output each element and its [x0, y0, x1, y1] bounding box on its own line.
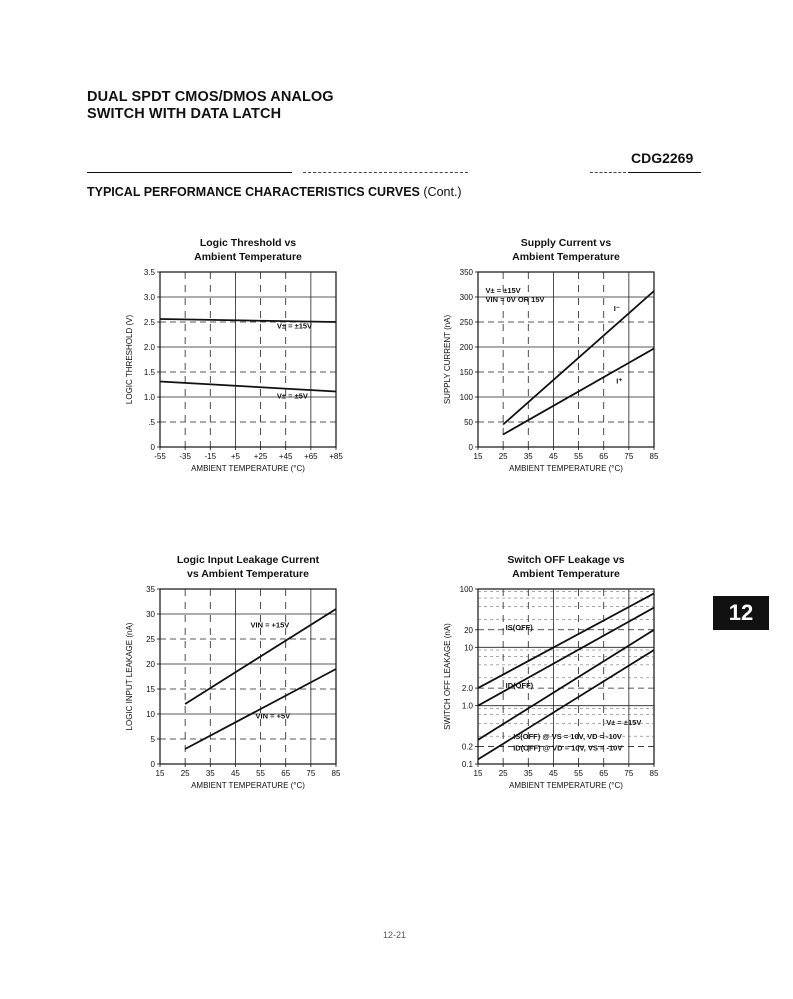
- x-tick-label: 55: [574, 769, 584, 778]
- chart-switch-off-leakage: [428, 547, 678, 797]
- annotation: VIN = +5V: [255, 711, 291, 721]
- x-tick-label: 45: [548, 769, 558, 778]
- header-rule-dashed: [303, 172, 468, 173]
- x-tick-label: -35: [179, 452, 191, 461]
- y-tick-label: 100: [459, 585, 473, 594]
- annotation: I⁻: [613, 304, 620, 313]
- y-tick-label: 20: [146, 660, 155, 669]
- x-tick-label: 85: [331, 769, 341, 778]
- annotation: IS(OFF): [505, 622, 533, 632]
- y-tick-label: .5: [148, 418, 155, 427]
- annotation: V± = ±15V: [276, 321, 313, 331]
- y-tick-label: 1.0: [143, 393, 155, 402]
- x-tick-label: +25: [253, 452, 268, 461]
- y-tick-label: 10: [464, 643, 473, 653]
- annotation: ID(OFF) @ VD = 10V, VS = -10V: [513, 743, 623, 753]
- x-tick-label: -15: [204, 452, 217, 461]
- y-tick-label: 0: [150, 443, 155, 452]
- y-tick-label: 2.0: [461, 684, 473, 694]
- section-heading: [87, 185, 462, 199]
- chart-title-line: Ambient Temperature: [512, 251, 620, 263]
- annotation: I⁺: [616, 376, 623, 386]
- y-tick-label: 50: [464, 418, 473, 427]
- y-tick-label: 3.5: [143, 268, 155, 277]
- y-tick-label: 25: [146, 635, 155, 644]
- x-tick-label: 65: [281, 769, 291, 778]
- x-tick-label: 15: [473, 452, 483, 461]
- y-tick-label: 150: [459, 368, 473, 377]
- title-line-1: DUAL SPDT CMOS/DMOS ANALOG: [87, 89, 334, 105]
- page-number: 12-21: [383, 930, 407, 940]
- y-tick-label: 20: [464, 625, 473, 635]
- series-line: [160, 382, 336, 392]
- y-axis-label: SUPPLY CURRENT (nA): [443, 314, 452, 405]
- plot-frame: [160, 589, 336, 764]
- annotation: ID(OFF): [505, 681, 534, 691]
- chart-supply-current: [428, 230, 678, 480]
- x-tick-label: 85: [649, 769, 659, 778]
- x-tick-label: 75: [306, 769, 316, 778]
- section-suffix: (Cont.): [423, 185, 462, 199]
- y-tick-label: 250: [459, 318, 473, 327]
- chart-title-line: Ambient Temperature: [194, 251, 302, 263]
- annotation: V± = ±5V: [276, 391, 308, 401]
- x-tick-label: -55: [154, 452, 166, 461]
- x-axis-label: AMBIENT TEMPERATURE (°C): [509, 464, 623, 473]
- annotation: V± = ±15V: [606, 717, 642, 727]
- x-tick-label: +45: [278, 452, 293, 461]
- header-rule-dashed-right: [590, 172, 626, 173]
- y-tick-label: 1.5: [143, 368, 155, 377]
- y-tick-label: 3.0: [143, 293, 155, 302]
- y-tick-label: 30: [146, 610, 155, 619]
- y-axis-label: LOGIC THRESHOLD (V): [125, 314, 134, 405]
- chart-title-line: Switch OFF Leakage vs: [507, 554, 625, 566]
- x-tick-label: 65: [599, 452, 609, 461]
- series-line: [478, 608, 654, 706]
- x-tick-label: 15: [155, 769, 165, 778]
- annotation: V± = ±15V: [485, 286, 521, 295]
- x-tick-label: 65: [599, 769, 609, 778]
- x-tick-label: 55: [256, 769, 266, 778]
- x-tick-label: 35: [523, 769, 533, 778]
- x-tick-label: 55: [574, 452, 584, 461]
- x-tick-label: 15: [473, 769, 483, 778]
- y-axis-label: SWITCH OFF LEAKAGE (nA): [443, 623, 452, 730]
- y-tick-label: 200: [459, 343, 473, 352]
- chart-title-line: Logic Input Leakage Current: [176, 554, 320, 566]
- chart-title-line: Logic Threshold vs: [199, 237, 297, 249]
- title-line-2: SWITCH WITH DATA LATCH: [87, 106, 282, 122]
- header-rule: [87, 172, 292, 173]
- x-tick-label: 25: [498, 452, 508, 461]
- x-tick-label: 35: [205, 769, 215, 778]
- y-tick-label: 0: [150, 760, 155, 769]
- x-tick-label: 75: [624, 769, 634, 778]
- chart-title-line: Ambient Temperature: [512, 568, 620, 580]
- x-tick-label: 35: [523, 452, 533, 461]
- x-tick-label: +85: [329, 452, 343, 461]
- section-title: TYPICAL PERFORMANCE CHARACTERISTICS CURVES: [87, 185, 420, 199]
- chart-logic-threshold: [110, 230, 360, 480]
- y-tick-label: 2.0: [143, 343, 155, 352]
- x-tick-label: +65: [304, 452, 318, 461]
- x-axis-label: AMBIENT TEMPERATURE (°C): [509, 781, 623, 790]
- y-tick-label: 300: [459, 293, 473, 302]
- y-tick-label: 0.2: [461, 742, 473, 752]
- y-tick-label: 10: [146, 710, 155, 719]
- y-tick-label: 5: [150, 735, 155, 744]
- chart-logic-input-leakage: [110, 547, 360, 797]
- section-tab: 12: [713, 596, 769, 630]
- document-title: [87, 89, 334, 123]
- annotation: VIN = +15V: [250, 620, 290, 630]
- y-tick-label: 15: [146, 685, 155, 694]
- x-tick-label: 45: [230, 769, 240, 778]
- y-tick-label: 1.0: [461, 701, 473, 711]
- x-tick-label: 25: [498, 769, 508, 778]
- x-tick-label: 45: [548, 452, 558, 461]
- y-tick-label: 0.1: [461, 760, 473, 769]
- annotation: IS(OFF) @ VS = 10V, VD = -10V: [513, 731, 622, 741]
- series-line: [478, 593, 654, 691]
- y-axis-label: LOGIC INPUT LEAKAGE (nA): [125, 622, 134, 731]
- chart-title-line: vs Ambient Temperature: [187, 568, 309, 580]
- chart-title-line: Supply Current vs: [520, 237, 612, 249]
- plot-frame: [160, 272, 336, 447]
- y-tick-label: 2.5: [143, 318, 155, 327]
- x-tick-label: +5: [230, 452, 240, 461]
- header-rule-right: [628, 172, 701, 173]
- part-number: CDG2269: [631, 150, 694, 166]
- y-tick-label: 100: [459, 393, 473, 402]
- x-axis-label: AMBIENT TEMPERATURE (°C): [191, 464, 305, 473]
- y-tick-label: 0: [468, 443, 473, 452]
- y-tick-label: 350: [459, 268, 473, 277]
- x-tick-label: 75: [624, 452, 634, 461]
- x-tick-label: 25: [180, 769, 190, 778]
- annotation: VIN = 0V OR 15V: [485, 295, 545, 304]
- x-axis-label: AMBIENT TEMPERATURE (°C): [191, 781, 305, 790]
- x-tick-label: 85: [649, 452, 659, 461]
- y-tick-label: 35: [146, 585, 155, 594]
